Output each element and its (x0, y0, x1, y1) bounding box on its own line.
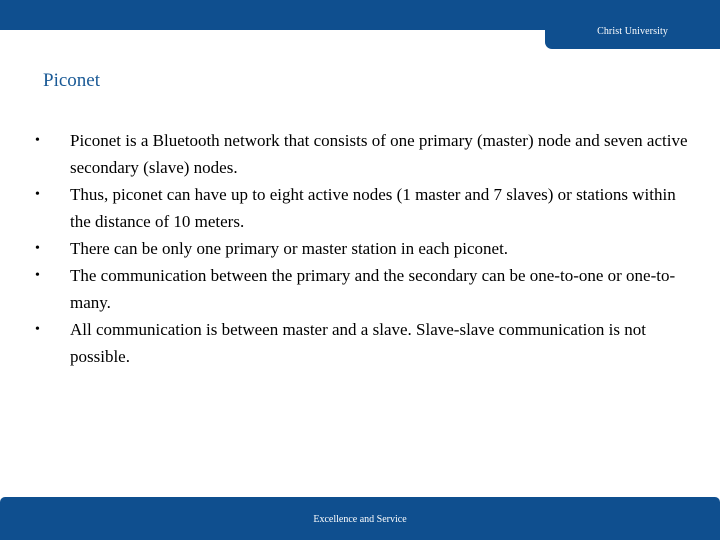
bullet-text: The communication between the primary and the secondary can be one-to-one or one-to-many. (70, 266, 676, 312)
bullet-item (30, 127, 690, 181)
bullet-icon: • (35, 133, 40, 148)
bullet-icon: • (35, 268, 40, 283)
bullet-text: All communication is between master and a slave. Slave-slave communication is not possible. (70, 320, 646, 366)
bullet-text: There can be only one primary or master station in each piconet. (70, 239, 509, 258)
bullet-text: Thus, piconet can have up to eight active nodes (1 master and 7 slaves) or stations within the distance of 10 meters. (70, 185, 676, 231)
bullet-item (30, 181, 690, 235)
bullet-list (30, 127, 690, 370)
bullet-icon: • (35, 187, 40, 202)
organization-name: Christ University (597, 26, 668, 37)
bullet-item (30, 316, 690, 370)
header-tab (545, 0, 720, 49)
bullet-icon: • (35, 241, 40, 256)
bullet-icon: • (35, 322, 40, 337)
footer-motto: Excellence and Service (313, 514, 407, 525)
bullet-item (30, 262, 690, 316)
slide-title: Piconet (43, 70, 100, 91)
bullet-text: Piconet is a Bluetooth network that consists of one primary (master) node and seven active secondary (slave) nodes. (70, 131, 688, 177)
bullet-item (30, 235, 690, 262)
